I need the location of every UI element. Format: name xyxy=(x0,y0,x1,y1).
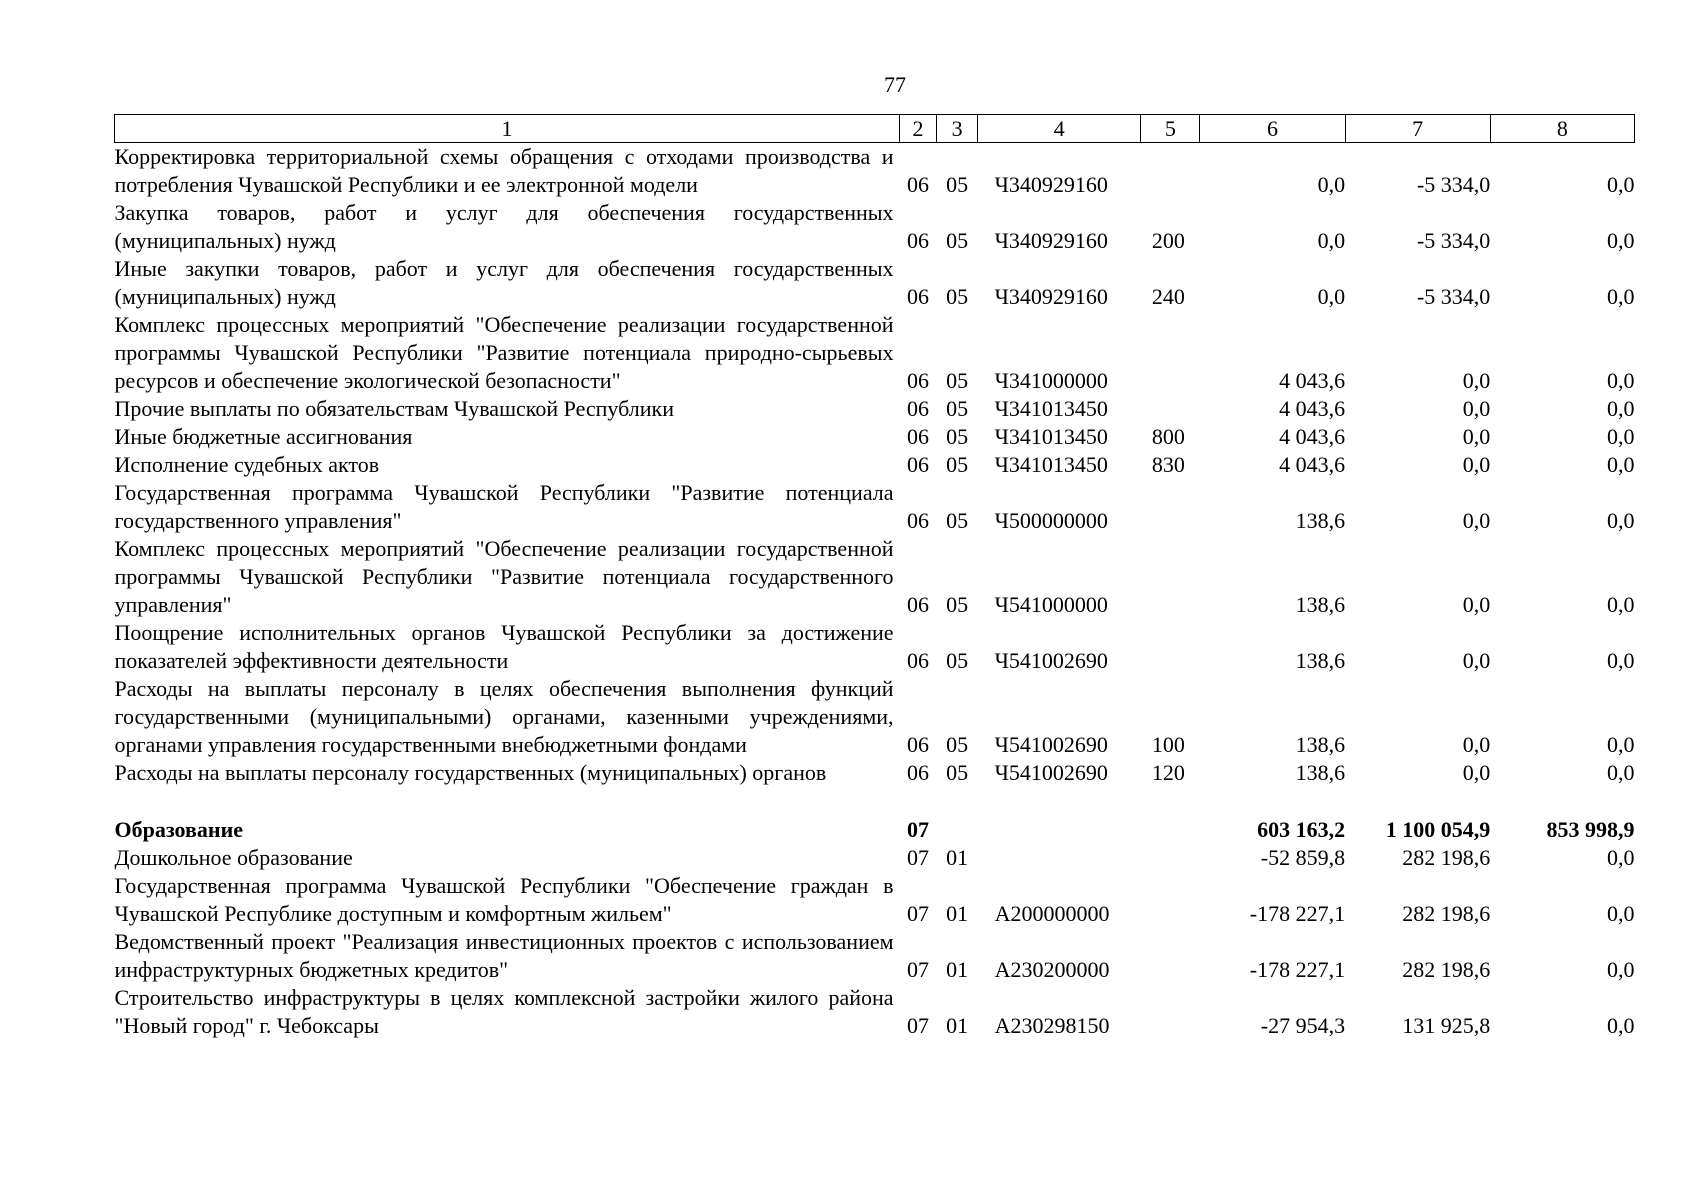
amount-col-6: 0,0 xyxy=(1317,172,1346,197)
table-row xyxy=(115,479,1635,535)
target-article-code: Ч541000000 xyxy=(994,592,1108,617)
subsection-code xyxy=(937,816,978,844)
amount-col-7: 131 925,8 xyxy=(1402,1013,1491,1038)
section-code: 07 xyxy=(907,957,930,982)
table-row xyxy=(115,872,1635,928)
section-spacer xyxy=(115,787,1635,816)
amount-col-6: 138,6 xyxy=(1295,760,1346,785)
section-code: 06 xyxy=(907,508,930,533)
section-code: 06 xyxy=(907,284,930,309)
amount-col-6: 4 043,6 xyxy=(1279,396,1346,421)
subsection-code: 01 xyxy=(946,901,969,926)
amount-col-6: 4 043,6 xyxy=(1279,452,1346,477)
amount-col-7: 0,0 xyxy=(1462,592,1491,617)
section-code: 06 xyxy=(907,760,930,785)
table-row xyxy=(115,928,1635,984)
subsection-code: 01 xyxy=(946,1013,969,1038)
section-code: 07 xyxy=(907,817,930,842)
subsection-code: 05 xyxy=(946,592,969,617)
table-row xyxy=(115,844,1635,872)
target-article-code: А230298150 xyxy=(994,1013,1110,1038)
amount-col-6: 4 043,6 xyxy=(1279,368,1346,393)
section-code: 06 xyxy=(907,396,930,421)
table-row xyxy=(115,535,1635,619)
target-article-code: А230200000 xyxy=(994,957,1110,982)
subsection-code: 01 xyxy=(946,845,969,870)
amount-col-7: 0,0 xyxy=(1462,732,1491,757)
expense-type-code xyxy=(1141,143,1200,200)
subsection-code: 05 xyxy=(946,396,969,421)
section-code: 06 xyxy=(907,592,930,617)
amount-col-7: 282 198,6 xyxy=(1402,845,1491,870)
amount-col-8: 0,0 xyxy=(1607,368,1635,393)
amount-col-7: 0,0 xyxy=(1462,508,1491,533)
amount-col-8: 0,0 xyxy=(1607,760,1635,785)
section-code: 06 xyxy=(907,424,930,449)
amount-col-6: 0,0 xyxy=(1317,228,1346,253)
subsection-code: 05 xyxy=(946,508,969,533)
expense-type-code xyxy=(1141,619,1200,675)
target-article-code: Ч541002690 xyxy=(994,732,1108,757)
target-article-code xyxy=(978,844,1141,872)
item-name: Корректировка территориальной схемы обращения с отходами производства и потребления Чувашской Республики и ее электронной модели xyxy=(114,144,894,197)
amount-col-8: 0,0 xyxy=(1607,1013,1635,1038)
amount-col-8: 0,0 xyxy=(1607,424,1635,449)
amount-col-7: 0,0 xyxy=(1462,648,1491,673)
amount-col-8: 0,0 xyxy=(1607,172,1635,197)
expense-type-code: 800 xyxy=(1151,424,1185,449)
amount-col-6: 0,0 xyxy=(1317,284,1346,309)
section-code: 06 xyxy=(907,732,930,757)
amount-col-8: 0,0 xyxy=(1607,508,1635,533)
expense-type-code: 100 xyxy=(1151,732,1185,757)
item-name: Государственная программа Чувашской Республики "Развитие потенциала государственного управления" xyxy=(114,480,894,533)
item-name: Прочие выплаты по обязательствам Чувашской Республики xyxy=(114,396,674,421)
item-name: Иные бюджетные ассигнования xyxy=(114,424,413,449)
amount-col-6: 4 043,6 xyxy=(1279,424,1346,449)
amount-col-8: 0,0 xyxy=(1607,228,1635,253)
amount-col-7: 0,0 xyxy=(1462,760,1491,785)
subsection-code: 05 xyxy=(946,452,969,477)
expense-type-code: 830 xyxy=(1151,452,1185,477)
table-row xyxy=(115,199,1635,255)
section-code: 07 xyxy=(907,845,930,870)
page-number: 77 xyxy=(884,72,906,97)
table-row xyxy=(115,675,1635,759)
table-row xyxy=(115,143,1635,200)
item-name: Комплекс процессных мероприятий "Обеспечение реализации государственной программы Чувашской Республики "Развитие потенциала природно-сырьевых ресурсов и обеспечение экологической безопасности" xyxy=(114,312,894,393)
subsection-code: 05 xyxy=(946,284,969,309)
target-article-code: Ч340929160 xyxy=(994,228,1108,253)
table-row xyxy=(115,759,1635,787)
target-article-code: Ч341013450 xyxy=(994,424,1108,449)
amount-col-7: 0,0 xyxy=(1462,452,1491,477)
item-name: Исполнение судебных актов xyxy=(114,452,380,477)
item-name: Закупка товаров, работ и услуг для обеспечения государственных (муниципальных) нужд xyxy=(114,200,894,253)
item-name: Образование xyxy=(114,817,244,842)
amount-col-7: -5 334,0 xyxy=(1416,172,1491,197)
column-number-4: 4 xyxy=(978,115,1141,143)
column-number-5: 5 xyxy=(1141,115,1200,143)
amount-col-8: 0,0 xyxy=(1607,452,1635,477)
amount-col-8: 0,0 xyxy=(1607,845,1635,870)
amount-col-8: 0,0 xyxy=(1607,396,1635,421)
expense-type-code xyxy=(1141,844,1200,872)
item-name: Государственная программа Чувашской Республики "Обеспечение граждан в Чувашской Республике доступным и комфортным жильем" xyxy=(114,873,894,926)
item-name: Расходы на выплаты персоналу государственных (муниципальных) органов xyxy=(114,760,827,785)
amount-col-6: -178 227,1 xyxy=(1249,957,1346,982)
expense-type-code xyxy=(1141,535,1200,619)
amount-col-8: 0,0 xyxy=(1607,957,1635,982)
target-article-code xyxy=(978,816,1141,844)
section-code: 06 xyxy=(907,368,930,393)
expense-type-code xyxy=(1141,479,1200,535)
target-article-code: Ч341013450 xyxy=(994,396,1108,421)
target-article-code: Ч541002690 xyxy=(994,648,1108,673)
table-row xyxy=(115,984,1635,1040)
subsection-code: 05 xyxy=(946,732,969,757)
table-row xyxy=(115,311,1635,395)
amount-col-7: 0,0 xyxy=(1462,424,1491,449)
expense-type-code: 200 xyxy=(1151,228,1185,253)
amount-col-6: 603 163,2 xyxy=(1257,817,1346,842)
section-code: 06 xyxy=(907,172,930,197)
subsection-code: 05 xyxy=(946,760,969,785)
target-article-code: Ч341000000 xyxy=(994,368,1108,393)
amount-col-7: 0,0 xyxy=(1462,396,1491,421)
table-row xyxy=(115,619,1635,675)
table-row xyxy=(115,451,1635,479)
table-row xyxy=(115,395,1635,423)
expense-type-code: 120 xyxy=(1151,760,1185,785)
section-code: 07 xyxy=(907,1013,930,1038)
item-name: Иные закупки товаров, работ и услуг для обеспечения государственных (муниципальных) нужд xyxy=(114,256,894,309)
item-name: Поощрение исполнительных органов Чувашской Республики за достижение показателей эффективности деятельности xyxy=(114,620,894,673)
section-code: 06 xyxy=(907,452,930,477)
expense-type-code xyxy=(1141,872,1200,928)
amount-col-7: 0,0 xyxy=(1462,368,1491,393)
item-name: Строительство инфраструктуры в целях комплексной застройки жилого района "Новый город" г. Чебоксары xyxy=(114,985,894,1038)
expense-type-code xyxy=(1141,395,1200,423)
item-name: Дошкольное образование xyxy=(114,845,353,870)
expense-type-code xyxy=(1141,928,1200,984)
subsection-code: 01 xyxy=(946,957,969,982)
expense-type-code xyxy=(1141,816,1200,844)
target-article-code: Ч341013450 xyxy=(994,452,1108,477)
section-code: 06 xyxy=(907,648,930,673)
column-number-6: 6 xyxy=(1200,115,1345,143)
spacer-cell xyxy=(115,787,1635,816)
amount-col-7: -5 334,0 xyxy=(1416,284,1491,309)
item-name: Ведомственный проект "Реализация инвестиционных проектов с использованием инфраструктурных бюджетных кредитов" xyxy=(114,929,894,982)
amount-col-8: 853 998,9 xyxy=(1546,817,1635,842)
column-number-header-row xyxy=(115,115,1635,143)
subsection-code: 05 xyxy=(946,424,969,449)
section-total-row xyxy=(115,816,1635,844)
subsection-code: 05 xyxy=(946,172,969,197)
subsection-code: 05 xyxy=(946,648,969,673)
target-article-code: Ч541002690 xyxy=(994,760,1108,785)
column-number-7: 7 xyxy=(1345,115,1490,143)
subsection-code: 05 xyxy=(946,368,969,393)
budget-table xyxy=(114,114,1635,1040)
amount-col-7: -5 334,0 xyxy=(1416,228,1491,253)
target-article-code: Ч500000000 xyxy=(994,508,1108,533)
subsection-code: 05 xyxy=(946,228,969,253)
column-number-1: 1 xyxy=(115,115,900,143)
target-article-code: А200000000 xyxy=(994,901,1110,926)
amount-col-7: 282 198,6 xyxy=(1402,957,1491,982)
column-number-8: 8 xyxy=(1490,115,1634,143)
expense-type-code: 240 xyxy=(1151,284,1185,309)
amount-col-8: 0,0 xyxy=(1607,901,1635,926)
amount-col-6: -178 227,1 xyxy=(1249,901,1346,926)
amount-col-8: 0,0 xyxy=(1607,592,1635,617)
amount-col-6: 138,6 xyxy=(1295,508,1346,533)
amount-col-8: 0,0 xyxy=(1607,648,1635,673)
column-number-3: 3 xyxy=(937,115,978,143)
expense-type-code xyxy=(1141,984,1200,1040)
target-article-code: Ч340929160 xyxy=(994,284,1108,309)
amount-col-6: 138,6 xyxy=(1295,592,1346,617)
amount-col-6: -52 859,8 xyxy=(1260,845,1346,870)
target-article-code: Ч340929160 xyxy=(994,172,1108,197)
amount-col-8: 0,0 xyxy=(1607,732,1635,757)
table-row xyxy=(115,423,1635,451)
section-code: 06 xyxy=(907,228,930,253)
table-body xyxy=(115,143,1635,1041)
table-row xyxy=(115,255,1635,311)
amount-col-6: 138,6 xyxy=(1295,648,1346,673)
item-name: Комплекс процессных мероприятий "Обеспечение реализации государственной программы Чувашской Республики "Развитие потенциала государственного управления" xyxy=(114,536,894,617)
amount-col-8: 0,0 xyxy=(1607,284,1635,309)
amount-col-7: 1 100 054,9 xyxy=(1385,817,1491,842)
item-name: Расходы на выплаты персоналу в целях обеспечения выполнения функций государственными (муниципальными) органами, казенными учреждениями, органами управления государственными внебюджетными фондами xyxy=(114,676,894,757)
amount-col-6: -27 954,3 xyxy=(1260,1013,1346,1038)
amount-col-7: 282 198,6 xyxy=(1402,901,1491,926)
amount-col-6: 138,6 xyxy=(1295,732,1346,757)
column-number-2: 2 xyxy=(900,115,937,143)
expense-type-code xyxy=(1141,311,1200,395)
section-code: 07 xyxy=(907,901,930,926)
